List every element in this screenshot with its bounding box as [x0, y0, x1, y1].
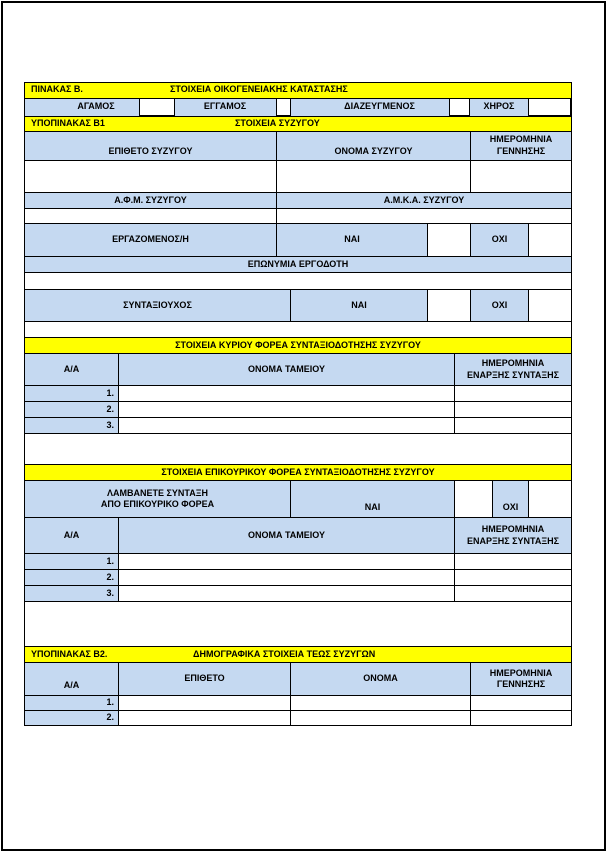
employer-field[interactable]	[25, 273, 571, 289]
sub-b2-surname-header: ΕΠΙΘΕΤΟ	[119, 663, 290, 695]
main-fund-row-date-field[interactable]	[455, 418, 571, 433]
aux-fund-title: ΣΤΟΙΧΕΙΑ ΕΠΙΚΟΥΡΙΚΟΥ ΦΟΡΕΑ ΣΥΝΤΑΞΙΟΔΟΤΗΣΗΣ ΣΥΖΥΓΟΥ	[25, 465, 571, 480]
main-fund-row-name-field[interactable]	[119, 402, 454, 417]
main-fund-date-line1: ΗΜΕΡΟΜΗΝΙΑ	[481, 358, 545, 369]
table-b-code: ΠΙΝΑΚΑΣ Β.	[25, 82, 145, 98]
spouse-name-header: ΟΝΟΜΑ ΣΥΖΥΓΟΥ	[277, 131, 470, 160]
sub-b2-row-birth-field[interactable]	[471, 711, 571, 725]
status-label-divorced: ΔΙΑΖΕΥΓΜΕΝΟΣ	[344, 101, 415, 112]
aux-fund-row-date-field[interactable]	[455, 554, 571, 569]
sub-b2-code: ΥΠΟΠΙΝΑΚΑΣ Β2.	[25, 647, 165, 662]
aux-fund-row-name-field[interactable]	[119, 554, 454, 569]
spouse-amka-field[interactable]	[277, 209, 571, 223]
aux-fund-row-name-field[interactable]	[119, 586, 454, 601]
aux-fund-question-line2: ΑΠΟ ΕΠΙΚΟΥΡΙΚΟ ΦΟΡΕΑ	[100, 499, 215, 509]
aux-fund-row-number: 3.	[25, 586, 118, 601]
aux-fund-row-number: 2.	[25, 570, 118, 585]
status-label-single: ΑΓΑΜΟΣ	[77, 101, 115, 112]
aux-fund-row-name-field[interactable]	[119, 570, 454, 585]
status-checkbox-widowed[interactable]	[528, 98, 571, 116]
aux-fund-no-checkbox[interactable]	[529, 481, 571, 517]
aux-fund-date-line2: ΕΝΑΡΞΗΣ ΣΥΝΤΑΞΗΣ	[466, 535, 560, 546]
employed-label: ΕΡΓΑΖΟΜΕΝΟΣ/Η	[25, 224, 276, 256]
aux-fund-row-number: 1.	[25, 554, 118, 569]
aux-fund-no-label: ΟΧΙ	[493, 481, 528, 517]
main-fund-date-line2: ΕΝΑΡΞΗΣ ΣΥΝΤΑΞΗΣ	[466, 369, 560, 380]
aux-fund-row-date-field[interactable]	[455, 570, 571, 585]
main-fund-row-number: 3.	[25, 418, 118, 433]
spouse-birthdate-line2: ΓΕΝΝΗΣΗΣ	[496, 145, 546, 156]
aux-fund-row-date-field[interactable]	[455, 586, 571, 601]
aux-fund-question-line1: ΛΑΜΒΑΝΕΤΕ ΣΥΝΤΑΞΗ	[106, 487, 209, 498]
spouse-birthdate-header	[471, 131, 571, 160]
aux-fund-yes-checkbox[interactable]	[455, 481, 492, 517]
sub-b2-row-birth-field[interactable]	[471, 696, 571, 710]
status-checkbox-divorced[interactable]	[449, 98, 470, 116]
sub-b2-row-name-field[interactable]	[291, 711, 470, 725]
sub-b2-row-number: 1.	[25, 696, 118, 710]
pensioner-yes-label: ΝΑΙ	[291, 290, 427, 321]
employed-yes-checkbox[interactable]	[428, 224, 470, 256]
aux-fund-date-header	[455, 518, 571, 553]
main-fund-row-number: 2.	[25, 402, 118, 417]
main-fund-row-date-field[interactable]	[455, 386, 571, 401]
main-fund-row-name-field[interactable]	[119, 386, 454, 401]
employed-no-checkbox[interactable]	[529, 224, 571, 256]
main-fund-aa-header: Α/Α	[25, 354, 118, 385]
aux-fund-name-header: ΟΝΟΜΑ ΤΑΜΕΙΟΥ	[119, 518, 454, 553]
sub-b2-birth-line2: ΓΕΝΝΗΣΗΣ	[496, 679, 546, 689]
sub-b1-title: ΣΤΟΙΧΕΙΑ ΣΥΖΥΓΟΥ	[175, 116, 571, 131]
sub-b2-title: ΔΗΜΟΓΡΑΦΙΚΑ ΣΤΟΙΧΕΙΑ ΤΕΩΣ ΣΥΖΥΓΩΝ	[165, 647, 571, 662]
main-fund-name-header: ΟΝΟΜΑ ΤΑΜΕΙΟΥ	[119, 354, 454, 385]
status-label-married: ΕΓΓΑΜΟΣ	[203, 101, 247, 112]
main-fund-row-date-field[interactable]	[455, 402, 571, 417]
sub-b1-code: ΥΠΟΠΙΝΑΚΑΣ Β1	[25, 116, 175, 131]
status-label-widowed: ΧΗΡΟΣ	[483, 101, 515, 112]
main-fund-date-header	[455, 354, 571, 385]
spouse-amka-header: Α.Μ.Κ.Α. ΣΥΖΥΓΟΥ	[277, 193, 571, 208]
pensioner-label: ΣΥΝΤΑΞΙΟΥΧΟΣ	[25, 290, 290, 321]
table-b-title: ΣΤΟΙΧΕΙΑ ΟΙΚΟΓΕΝΕΙΑΚΗΣ ΚΑΤΑΣΤΑΣΗΣ	[145, 82, 571, 98]
pensioner-no-checkbox[interactable]	[529, 290, 571, 321]
spouse-birthdate-field[interactable]	[471, 161, 571, 192]
sub-b2-name-header: ΟΝΟΜΑ	[291, 663, 470, 695]
sub-b2-birth-line1: ΗΜΕΡΟΜΗΝΙΑ	[489, 667, 553, 678]
sub-b2-aa-header: Α/Α	[25, 663, 118, 695]
employed-no-label: ΟΧΙ	[471, 224, 528, 256]
spouse-birthdate-line1: ΗΜΕΡΟΜΗΝΙΑ	[489, 134, 553, 145]
aux-fund-date-line1: ΗΜΕΡΟΜΗΝΙΑ	[481, 524, 545, 535]
sub-b2-birth-header	[471, 663, 571, 695]
spouse-surname-header: ΕΠΙΘΕΤΟ ΣΥΖΥΓΟΥ	[25, 131, 276, 160]
main-fund-row-number: 1.	[25, 386, 118, 401]
sub-b2-row-name-field[interactable]	[291, 696, 470, 710]
main-fund-row-name-field[interactable]	[119, 418, 454, 433]
spouse-afm-field[interactable]	[25, 209, 276, 223]
sub-b2-row-surname-field[interactable]	[119, 711, 290, 725]
sub-b2-row-surname-field[interactable]	[119, 696, 290, 710]
sub-b2-row-number: 2.	[25, 711, 118, 725]
pensioner-yes-checkbox[interactable]	[428, 290, 470, 321]
spouse-surname-field[interactable]	[25, 161, 276, 192]
pensioner-no-label: ΟΧΙ	[471, 290, 528, 321]
spouse-name-field[interactable]	[277, 161, 470, 192]
main-fund-title: ΣΤΟΙΧΕΙΑ ΚΥΡΙΟΥ ΦΟΡΕΑ ΣΥΝΤΑΞΙΟΔΟΤΗΣΗΣ ΣΥΖΥΓΟΥ	[25, 338, 571, 353]
aux-fund-question	[25, 481, 290, 517]
spouse-afm-header: Α.Φ.Μ. ΣΥΖΥΓΟΥ	[25, 193, 276, 208]
status-checkbox-married[interactable]	[276, 98, 291, 116]
aux-fund-aa-header: Α/Α	[25, 518, 118, 553]
status-checkbox-single[interactable]	[139, 98, 175, 116]
employed-yes-label: ΝΑΙ	[277, 224, 427, 256]
employer-header: ΕΠΩΝΥΜΙΑ ΕΡΓΟΔΟΤΗ	[25, 257, 571, 272]
aux-fund-yes-label: ΝΑΙ	[291, 481, 454, 517]
